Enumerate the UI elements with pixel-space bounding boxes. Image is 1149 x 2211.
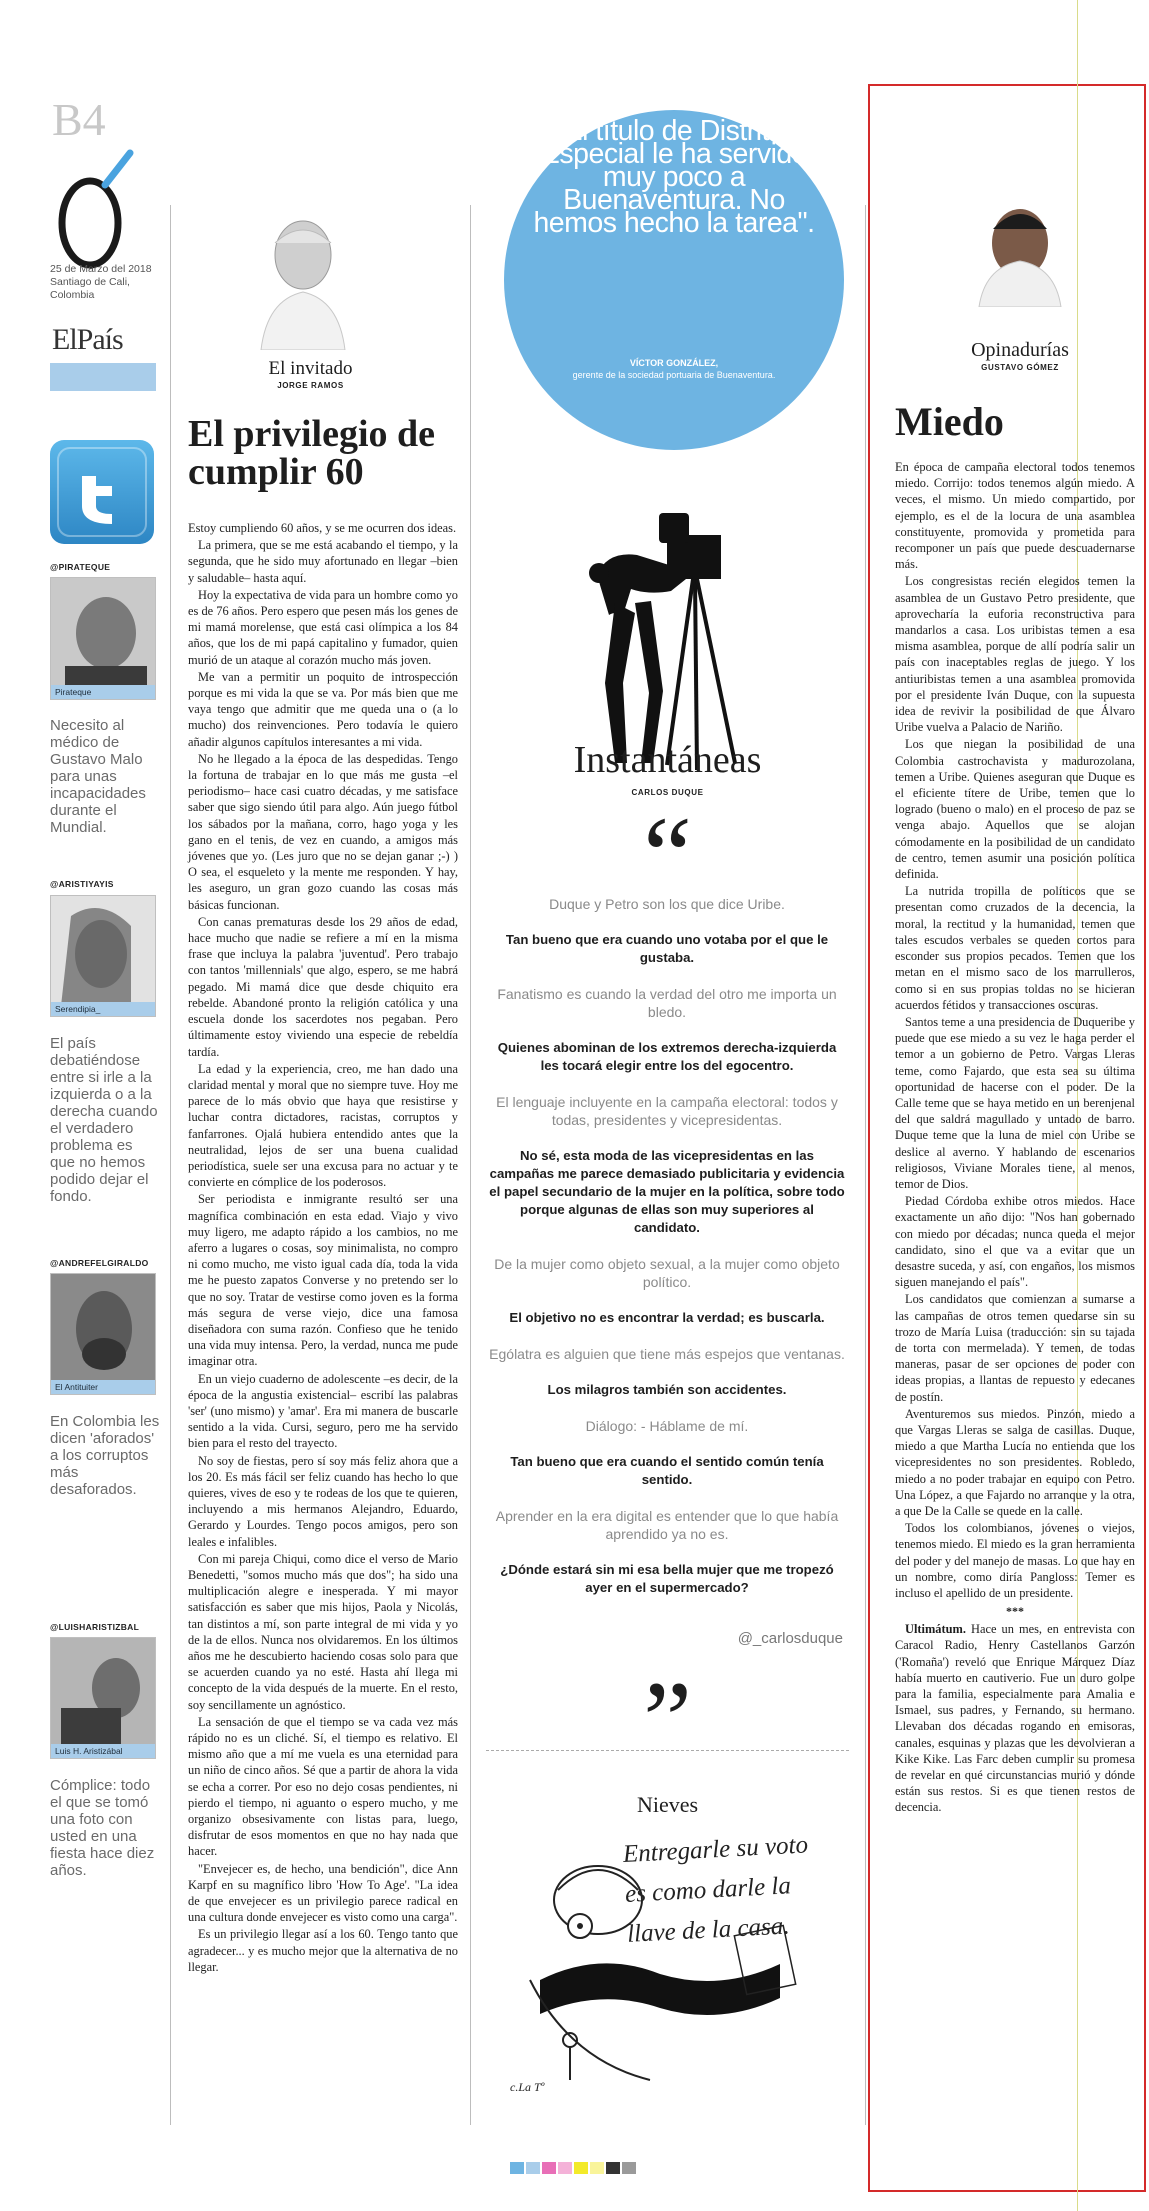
- column-divider: [470, 205, 471, 2125]
- tweet-handle[interactable]: @ARISTIYAYIS: [50, 879, 114, 889]
- instantaneas-title: Instantáneas: [573, 739, 762, 781]
- tweet-text: Cómplice: todo el que se tomó una foto con usted en una fiesta hace diez años.: [50, 1777, 155, 1879]
- open-quote-mark: “: [643, 794, 692, 916]
- instantanea-quote: Diálogo: - Háblame de mí.: [585, 1418, 749, 1434]
- article-paragraph: Los congresistas recién elegidos temen la asamblea de un Gustavo Petro presidente, que aprovecharía la euforia reconstructiva para mandarlos a casa. Los uribistas temen a esa misma asamblea, porque de allí podría salir un país con inaceptables reglas de juego. Y los antiuribistas temen a una asamblea promovida por el presidente Iván Duque, con la supuesta idea de revivir la posibilidad de que Álvaro Uribe vuelva a Palacio de Nariño.: [895, 574, 1135, 735]
- article-paragraph: Hoy la expectativa de vida para un hombre como yo es de 76 años. Pero espero que pesen más los genes de mi mamá morelense, que está casi olímpica a los 84 años, que los de mi papá capitalino y fumador, quien murió de un ataque al corazón mucho más joven.: [188, 587, 458, 667]
- section-divider: [486, 1750, 849, 1751]
- article-paragraph: Me van a permitir un poquito de introspección porque es mi vida la que se va. Por más bien que me vaya tengo que admitir que me queda una o (a lo mucho) dos reinvenciones. Pero todavía le quiero añadir algunos capítulos interesantes a mi vida.: [188, 669, 458, 749]
- instantanea-quote: ¿Dónde estará sin mi esa bella mujer que me tropezó ayer en el supermercado?: [500, 1562, 834, 1595]
- cartoon-caption: Entregarle su voto es como darle la llave de la casa.: [622, 1831, 809, 1948]
- instantanea-quote: De la mujer como objeto sexual, a la mujer como objeto político.: [494, 1256, 840, 1290]
- tweet-handle[interactable]: @PIRATEQUE: [50, 562, 111, 572]
- center-column: [480, 100, 855, 2120]
- instantanea-quote: Duque y Petro son los que dice Uribe.: [549, 896, 785, 912]
- tweet-handle[interactable]: @LUISHARISTIZBAL: [50, 1622, 140, 1632]
- tweet-text: El país debatiéndose entre si irle a la izquierda o a la derecha cuando el verdadero problema es que no hemos podido dejar el fondo.: [50, 1035, 158, 1205]
- person-photo-icon: [51, 896, 156, 1006]
- author-portrait-icon: [253, 215, 353, 350]
- article-paragraph: No he llegado a la época de las despedidas. Tengo la fortuna de trabajar en lo que más me gusta –el periodismo– hace casi cuatro décadas, y me satisface saber que sigo siendo útil para algo. Aún juego fútbol los sábados por la mañana, corro, hago yoga y les gano en el tenis, de vez en cuando, a amigos más jóvenes que yo. (Les juro que no se dejan ganar ;-) ) O sea, el esqueleto y la mente me responden. Y hay, les aseguro, un gran gozo cuando las cosas más básicas funcionan.: [188, 751, 458, 912]
- tweet-text: Necesito al médico de Gustavo Malo para unas incapacidades durante el Mundial.: [50, 717, 146, 836]
- article-paragraph: No soy de fiestas, pero sí soy más feliz ahora que a los 20. Es más fácil ser feliz cuando has hecho lo que quieres, vives de eso y te rodeas de los que te quieren, incluyendo a mis hermanos Alejandro, Eduardo, Gerardo y Lourdes. Tengo pocos amigos, pero son leales e infalibles.: [188, 1453, 458, 1549]
- author-photo: [253, 215, 353, 350]
- invitado-column: [188, 210, 458, 2130]
- cartoon-title: Nieves: [636, 1792, 699, 1817]
- brand-underline: [50, 363, 156, 391]
- article-paragraph: Santos teme a una presidencia de Duqueribe y puede que ese miedo a su vez le haga perder el temor a un gobierno de Petro. Vargas Lleras teme, como Fajardo, que esta sea su última oportunidad de hacerse con el poder. De la Calle teme que se haya metido en un berenjenal del que saldrá magullado y untado de barro. Duque teme que la luna de miel con Uribe se deslice al averno. Y hablando de escenarios religiosos, Viviane Morales tiene, al menos, temor de Dios.: [895, 1014, 1135, 1191]
- person-photo-icon: [51, 1274, 156, 1384]
- tweet-avatar: [50, 1637, 156, 1759]
- tweet-photo-caption: El Antituiter: [51, 1380, 155, 1394]
- date-line: 25 de Marzo del 2018 Santiago de Cali, Colombia: [50, 263, 152, 301]
- article-paragraph: Aventuremos sus miedos. Pinzón, miedo a que Vargas Lleras se salga de casillas. Duque, miedo a que Martha Lucía no entienda que los vicepresidentes no son presidentes. Robledo, miedo a no poder trabajar en equipo con Petro. Una López, a que Fajardo no arranque y la otra, a que De la Calle se quede en la calle.: [895, 1406, 1135, 1518]
- author-photo: [975, 199, 1065, 307]
- instantanea-quote: Tan bueno que era cuando uno votaba por el que le gustaba.: [505, 932, 829, 965]
- ultimatum-text: Hace un mes, en entrevista con Caracol Radio, Henry Castellanos Garzón ('Romaña') reveló que Enrique Márquez Díaz había muerto en cautiverio. Fue un duro golpe para la familia, especialmente para Amalia e Ismael, sus padres, y Fernando, su hermano. Llevaban dos décadas rogando en emisoras, canales, esquinas y plazas que les devolvieran a Kike Kike. Las Farc deben cumplir su promesa de revelar en qué circunstancias murió y dónde están sus restos. Si es que tienen restos de decencia.: [895, 1622, 1135, 1815]
- tweet-photo-caption: Luis H. Aristizábal: [51, 1744, 155, 1758]
- article-paragraph: La nutrida tropilla de políticos que se presentan como cruzados de la decencia, la moral, la rectitud y la humanidad, temen que tales escudos verbales se queden cortos para esconder sus propios pecados. Temen que los metan en el mismo saco de los marrulleros, como si en sus propias toldas no se hicieran acuerdos fétidos y transacciones oscuras.: [895, 884, 1135, 1012]
- article-paragraph: La edad y la experiencia, creo, me han dado una claridad mental y moral que no siempre tuve. Hoy me parece de lo más obvio que haya que resistirse y luchar contra dictadores, racistas, corruptos y fanfarrones. Ojalá hubiera entendido antes que la neutralidad, lejos de ser una buena cualidad periodística, suele ser una excusa para no actuar y te convierte en cómplice de los poderosos.: [188, 1061, 458, 1190]
- instantanea-quote: No sé, esta moda de las vicepresidentas en las campañas me parece demasiado publicitaria y evidencia el papel secundario de la mujer en la política, sobre todo porque algunas de ellas son muy superiores al candidato.: [489, 1148, 845, 1235]
- cartoon-signature: c.La Tº: [510, 2080, 545, 2094]
- color-swatch-icon: [510, 2160, 660, 2176]
- pull-quote-role: gerente de la sociedad portuaria de Buenaventura.: [572, 370, 776, 380]
- instantanea-quote: Los milagros también son accidentes.: [547, 1382, 787, 1397]
- column-section-title: Opinadurías: [971, 339, 1069, 361]
- author-portrait-icon: [975, 199, 1065, 307]
- instantanea-quote: Tan bueno que era cuando el sentido común tenía sentido.: [510, 1454, 824, 1487]
- instantanea-quote: Fanatismo es cuando la verdad del otro me importa un bledo.: [497, 986, 837, 1020]
- instantanea-quote: Quienes abominan de los extremos derecha-izquierda les tocará elegir entre los del egocentro.: [497, 1040, 837, 1073]
- instantanea-quote: El objetivo no es encontrar la verdad; es buscarla.: [509, 1310, 825, 1325]
- cartoon: [510, 1830, 840, 2110]
- instantanea-quote: El lenguaje incluyente en la campaña electoral: todos y todas, presidentes y vicepresidentas.: [496, 1094, 838, 1128]
- tweet-photo-caption: Pirateque: [51, 685, 155, 699]
- column-divider: [170, 205, 171, 2125]
- article-paragraph: Ser periodista e inmigrante resultó ser una magnífica combinación en esta edad. Viajo y vivo muy ligero, me adapto rápido a los cambios, no me aferro a lugares o cosas, soy minimalista, no compro ni como mucho, me visto igual cada día, toda la vida me he puesto zapatos Converse y no pretendo ser lo que no soy. Tratar de vestirse como joven es la forma más segura de verse viejo, dice una famosa diseñadora con suma razón. Confieso que he tenido una vida muy intensa. Pero, la verdad, nunca me pude imaginar otra.: [188, 1192, 458, 1369]
- article-paragraph: Es un privilegio llegar así a los 60. Tengo tanto que agradecer... y es mucho mejor que la alternativa de no llegar.: [188, 1927, 458, 1974]
- article-title: Miedo: [895, 399, 1004, 444]
- instantanea-quote: Ególatra es alguien que tiene más espejos que ventanas.: [489, 1346, 845, 1362]
- brand-logo: ElPaís: [52, 323, 123, 356]
- left-sidebar: [50, 95, 162, 1879]
- tweet-text: En Colombia les dicen 'aforados' a los corruptos más desaforados.: [50, 1413, 160, 1498]
- article-body: [188, 520, 458, 1976]
- tweet-avatar: [50, 577, 156, 700]
- twitter-handle[interactable]: @_carlosduque: [737, 1630, 843, 1647]
- article-body: [895, 459, 1135, 1817]
- column-byline: GUSTAVO GÓMEZ: [981, 363, 1059, 372]
- article-paragraph: La sensación de que el tiempo se va cada vez más rápido no es un cliché. Sí, el tiempo es relativo. El mismo año que a mí me vuela es una eternidad para un niño de cinco años. Sé que a partir de ahora la vida se echa a correr. Por eso no dejo cosas pendientes, ni pierdo el tiempo, ni aguanto o espero mucho, y me organizo obsesivamente con listas para, luego, disfrutar de esos momentos en que no hay nada que hacer.: [188, 1714, 458, 1859]
- instantanea-quote: Aprender en la era digital es entender que lo que había aprendido ya no es.: [495, 1508, 839, 1542]
- quotes-list: [488, 895, 846, 1615]
- article-paragraph: Los candidatos que comienzan a sumarse a las campañas de otros temen quedarse sin su trozo de María Luisa (traducción: sin su tajada de torta con mermelada). Y temen, de todas maneras, pasar de ser opciones de poder con ideas propias, a llantas de repuesto y edecanes de postín.: [895, 1292, 1135, 1404]
- article-title: El privilegio de cumplir 60: [188, 413, 435, 493]
- article-paragraph: Con mi pareja Chiqui, como dice el verso de Mario Benedetti, "somos mucho más que dos"; ha sido una multiplicación alegre e inesperada. Y mi mayor satisfacción es saber que mis hijos, Paola y Nicolás, tan distintos a mí, son parte integral de mi vida y yo de la de ellos. Nunca nos olvidaremos. En los últimos años me he descubierto haciendo cosas solo para que se acuerden cuando ya no esté. Hasta ahí llega mi concepto de la vida después de la muerte. En el resto, soy sencillamente un agnóstico.: [188, 1551, 458, 1712]
- close-quote-mark: ”: [643, 1659, 692, 1781]
- person-photo-icon: [51, 1638, 156, 1748]
- ultimatum-paragraph: [895, 1621, 1135, 1815]
- pull-quote-author: VÍCTOR GONZÁLEZ,: [629, 358, 719, 368]
- ultimatum-label: Ultimátum.: [905, 1622, 966, 1637]
- article-paragraph: En un viejo cuaderno de adolescente –es decir, de la época de la angustia existencial– escribí las palabras 'ser' (uno mismo) y 'amar'. Era mi manera de buscarle sentido a la vida. Cursi, seguro, pero me ha servido bien para el resto del trayecto.: [188, 1371, 458, 1451]
- twitter-logo: [50, 440, 154, 544]
- tweet-handle[interactable]: @ANDREFELGIRALDO: [50, 1258, 149, 1268]
- person-photo-icon: [51, 578, 156, 688]
- tweet-photo-caption: Serendipia_: [51, 1002, 155, 1016]
- tweet-avatar: [50, 1273, 156, 1395]
- article-paragraph: En época de campaña electoral todos tenemos miedo. Corrijo: todos tenemos algún miedo. A veces, el mismo. Un miedo compartido, por ejemplo, es el de la locura de una asamblea constituyente, promovida y prometida para recomponer un país que puede descuadernarse más.: [895, 460, 1135, 572]
- article-paragraph: Con canas prematuras desde los 29 años de edad, hace mucho que nadie se refiere a mí en la misma frase que incluya la palabra 'juventud'. Pero trabajo con tantos 'millennials' que algo, espero, se me habrá pegado. Mi mamá dice que desde chiquito era rebelde. Abandoné pronto la religión católica y una escuela donde los sacerdotes nos pegaban. Pero últimamente estoy viviendo una especie de rebeldía tardía.: [188, 914, 458, 1059]
- page-label: B4: [52, 95, 106, 145]
- twitter-bird-icon: [50, 440, 154, 544]
- instantaneas-byline: CARLOS DUQUE: [631, 788, 704, 797]
- article-paragraph: Todos los colombianos, jóvenes o viejos, tenemos miedo. El miedo es la gran herramienta del poder y del manejo de masas. Lo que hay en un nombre, como diría Pangloss: Temer es incluso el apellido de un presidente.: [895, 1521, 1135, 1601]
- article-paragraph: Piedad Córdoba exhibe otros miedos. Hace exactamente un año dijo: "Nos han gobernado con miedo por décadas; nunca queda el mejor candidato, sino el que va a evitar que un desastre suceda, y así, con engaños, los mismos siguen manejando el país".: [895, 1194, 1135, 1290]
- tweet-avatar: [50, 895, 156, 1017]
- column-divider: [865, 205, 866, 2125]
- column-section-title: El invitado: [268, 358, 353, 379]
- article-paragraph: La primera, que se me está acabando el tiempo, y la segunda, que he sido muy afortunado en llegar –bien y saludable– hasta aquí.: [188, 538, 458, 585]
- opinadurias-column: [895, 195, 1135, 2175]
- article-paragraph: Los que niegan la posibilidad de una Colombia castrochavista y madurozolana, temen a Uribe. Quienes aseguran que Duque es el eficiente títere de Uribe, temen que lo logrado (bueno o malo) en el proceso de paz se venga abajo. Aquellos que se alojan cómodamente en la posibilidad de un candidato de centro, temen asumir una posición política definida.: [895, 737, 1135, 882]
- article-paragraph: "Envejecer es, de hecho, una bendición", dice Ann Karpf en su magnífico libro 'How To Age'. "La idea de que envejecer es un privilegio parece radical en una cultura donde envejecer es visto como una carga".: [188, 1861, 458, 1925]
- pull-quote-text: El título de Distrito Especial le ha servido muy poco a Buenaventura. No hemos hecho la tarea".: [533, 115, 815, 239]
- separator: ***: [1006, 1604, 1024, 1619]
- color-registration-bar: [510, 2160, 660, 2176]
- article-paragraph: Estoy cumpliendo 60 años, y se me ocurren dos ideas.: [188, 521, 457, 535]
- column-byline: JORGE RAMOS: [277, 381, 344, 390]
